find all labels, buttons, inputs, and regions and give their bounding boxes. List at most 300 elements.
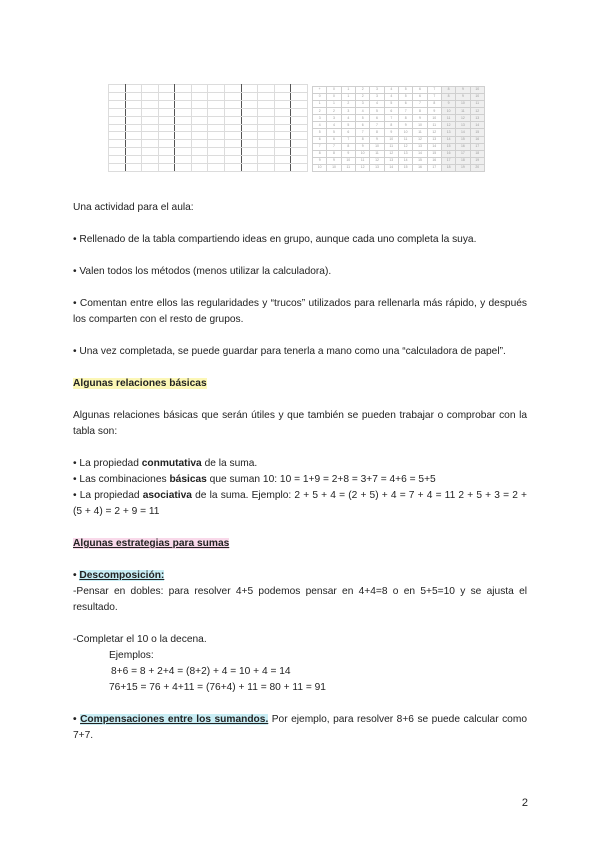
table-cell: 11 bbox=[355, 157, 369, 164]
table-cell: 6 bbox=[413, 94, 427, 101]
decomposition-text: -Pensar en dobles: para resolver 4+5 podemos pensar en 4+4=8 o en 5+5=10 y se ajusta el resultado. bbox=[73, 586, 527, 613]
table-cell: 1 bbox=[313, 101, 327, 108]
table-cell bbox=[208, 148, 225, 156]
table-cell bbox=[225, 92, 242, 100]
table-row bbox=[109, 140, 308, 148]
table-cell: 11 bbox=[470, 101, 484, 108]
table-cell: 11 bbox=[384, 143, 398, 150]
table-cell bbox=[158, 148, 175, 156]
table-cell bbox=[175, 108, 192, 116]
table-cell: 0 bbox=[327, 94, 341, 101]
table-cell: 9 bbox=[341, 150, 355, 157]
table-cell: 13 bbox=[470, 115, 484, 122]
table-cell bbox=[225, 164, 242, 172]
table-cell bbox=[258, 92, 275, 100]
table-cell: 6 bbox=[341, 129, 355, 136]
table-cell bbox=[191, 148, 208, 156]
table-cell bbox=[225, 156, 242, 164]
table-cell bbox=[208, 100, 225, 108]
table-cell: 9 bbox=[398, 122, 412, 129]
table-cell: 15 bbox=[456, 136, 470, 143]
table-cell: 13 bbox=[427, 136, 441, 143]
table-cell: 4 bbox=[384, 87, 398, 94]
table-cell bbox=[142, 85, 159, 93]
table-cell: 17 bbox=[456, 150, 470, 157]
table-cell bbox=[158, 108, 175, 116]
table-cell: 6 bbox=[327, 136, 341, 143]
table-cell: 12 bbox=[355, 164, 369, 171]
table-cell: + bbox=[313, 87, 327, 94]
table-cell bbox=[158, 132, 175, 140]
table-cell bbox=[258, 148, 275, 156]
table-cell: 10 bbox=[470, 94, 484, 101]
table-cell bbox=[125, 164, 142, 172]
table-cell bbox=[142, 140, 159, 148]
table-cell: 4 bbox=[370, 101, 384, 108]
table-cell: 15 bbox=[427, 150, 441, 157]
relation-item: • La propiedad asociativa de la suma. Ejemplo: 2 + 5 + 4 = (2 + 5) + 4 = 7 + 4 = 11 2 + 5 + 3 = 2 + (5 + 4) = 2 + 9 = 11 bbox=[73, 490, 527, 517]
table-cell: 10 bbox=[413, 122, 427, 129]
table-cell: 12 bbox=[370, 157, 384, 164]
table-cell: 10 bbox=[355, 150, 369, 157]
table-cell bbox=[191, 92, 208, 100]
table-cell: 8 bbox=[441, 87, 455, 94]
table-cell bbox=[109, 116, 126, 124]
table-cell: 7 bbox=[370, 122, 384, 129]
table-cell bbox=[291, 148, 308, 156]
table-cell: 7 bbox=[313, 143, 327, 150]
table-row bbox=[313, 129, 485, 136]
table-cell: 14 bbox=[456, 129, 470, 136]
table-row bbox=[313, 87, 485, 94]
table-cell bbox=[225, 124, 242, 132]
table-cell: 12 bbox=[427, 129, 441, 136]
table-cell: 9 bbox=[456, 94, 470, 101]
table-cell bbox=[291, 85, 308, 93]
table-cell bbox=[291, 156, 308, 164]
table-cell bbox=[225, 108, 242, 116]
table-cell: 5 bbox=[370, 108, 384, 115]
table-cell bbox=[241, 85, 258, 93]
table-cell: 17 bbox=[427, 164, 441, 171]
table-cell: 10 bbox=[384, 136, 398, 143]
table-cell: 3 bbox=[370, 94, 384, 101]
table-cell: 11 bbox=[398, 136, 412, 143]
table-cell bbox=[109, 148, 126, 156]
section-heading-strategies: Algunas estrategias para sumas bbox=[73, 538, 230, 549]
table-cell bbox=[241, 156, 258, 164]
example-line: 76+15 = 76 + 4+11 = (76+4) + 11 = 80 + 11 = 91 bbox=[109, 682, 326, 693]
table-cell: 12 bbox=[413, 136, 427, 143]
page-number: 2 bbox=[521, 797, 528, 809]
table-row bbox=[313, 94, 485, 101]
table-cell: 9 bbox=[456, 87, 470, 94]
table-cell: 11 bbox=[441, 115, 455, 122]
table-cell: 14 bbox=[441, 136, 455, 143]
table-cell: 8 bbox=[327, 150, 341, 157]
table-cell bbox=[241, 108, 258, 116]
table-cell: 4 bbox=[384, 94, 398, 101]
table-cell bbox=[158, 116, 175, 124]
table-row bbox=[109, 108, 308, 116]
table-cell: 7 bbox=[427, 87, 441, 94]
table-cell: 2 bbox=[341, 101, 355, 108]
table-cell bbox=[158, 100, 175, 108]
table-cell: 10 bbox=[456, 101, 470, 108]
table-cell bbox=[109, 124, 126, 132]
table-cell: 10 bbox=[398, 129, 412, 136]
table-row bbox=[313, 164, 485, 171]
table-cell bbox=[208, 132, 225, 140]
table-cell bbox=[191, 85, 208, 93]
table-cell bbox=[241, 100, 258, 108]
table-cell bbox=[158, 85, 175, 93]
table-cell bbox=[241, 148, 258, 156]
table-cell: 11 bbox=[370, 150, 384, 157]
table-cell bbox=[291, 140, 308, 148]
table-cell: 7 bbox=[327, 143, 341, 150]
table-cell bbox=[241, 116, 258, 124]
table-cell: 10 bbox=[427, 115, 441, 122]
table-cell: 2 bbox=[355, 87, 369, 94]
table-cell: 3 bbox=[370, 87, 384, 94]
table-cell: 3 bbox=[341, 108, 355, 115]
table-cell bbox=[175, 148, 192, 156]
table-cell bbox=[191, 108, 208, 116]
table-cell: 15 bbox=[413, 157, 427, 164]
table-cell: 7 bbox=[341, 136, 355, 143]
table-cell bbox=[125, 156, 142, 164]
table-cell bbox=[258, 124, 275, 132]
table-cell: 6 bbox=[370, 115, 384, 122]
bullet-item: • Comentan entre ellos las regularidades y “trucos” utilizados para rellenarla más rápido, y después los comparten con el resto de grupos. bbox=[73, 298, 527, 325]
table-cell bbox=[142, 108, 159, 116]
table-cell: 5 bbox=[313, 129, 327, 136]
table-cell bbox=[258, 116, 275, 124]
table-cell bbox=[158, 140, 175, 148]
table-cell bbox=[274, 100, 291, 108]
table-cell bbox=[225, 132, 242, 140]
table-cell: 8 bbox=[384, 122, 398, 129]
bullet-item: • Una vez completada, se puede guardar para tenerla a mano como una “calculadora de papel”. bbox=[73, 346, 506, 357]
table-cell bbox=[175, 156, 192, 164]
table-row bbox=[313, 115, 485, 122]
table-cell bbox=[241, 164, 258, 172]
table-cell bbox=[191, 116, 208, 124]
table-cell bbox=[258, 100, 275, 108]
table-cell: 16 bbox=[441, 150, 455, 157]
table-cell: 9 bbox=[384, 129, 398, 136]
table-cell: 8 bbox=[341, 143, 355, 150]
table-cell bbox=[208, 108, 225, 116]
table-cell bbox=[208, 164, 225, 172]
table-cell: 15 bbox=[470, 129, 484, 136]
table-cell bbox=[125, 100, 142, 108]
complete-ten-text: -Completar el 10 o la decena. bbox=[73, 634, 207, 645]
table-row bbox=[313, 101, 485, 108]
table-cell bbox=[191, 140, 208, 148]
table-cell: 17 bbox=[441, 157, 455, 164]
table-cell bbox=[274, 148, 291, 156]
table-cell bbox=[142, 148, 159, 156]
table-cell: 2 bbox=[327, 108, 341, 115]
table-cell: 0 bbox=[313, 94, 327, 101]
table-cell bbox=[158, 164, 175, 172]
table-cell: 15 bbox=[398, 164, 412, 171]
table-cell: 13 bbox=[398, 150, 412, 157]
section-heading-relations: Algunas relaciones básicas bbox=[73, 378, 207, 389]
table-cell: 4 bbox=[327, 122, 341, 129]
table-cell bbox=[191, 100, 208, 108]
table-cell: 13 bbox=[384, 157, 398, 164]
table-cell: 16 bbox=[470, 136, 484, 143]
table-row bbox=[313, 136, 485, 143]
table-cell: 8 bbox=[313, 150, 327, 157]
table-cell bbox=[109, 132, 126, 140]
table-cell bbox=[274, 124, 291, 132]
table-cell bbox=[175, 85, 192, 93]
table-cell bbox=[258, 108, 275, 116]
table-cell: 8 bbox=[413, 108, 427, 115]
table-cell: 7 bbox=[413, 101, 427, 108]
table-cell bbox=[175, 124, 192, 132]
table-cell bbox=[175, 132, 192, 140]
table-cell: 11 bbox=[427, 122, 441, 129]
table-cell bbox=[125, 124, 142, 132]
relation-item: • Las combinaciones básicas que suman 10: 10 = 1+9 = 2+8 = 3+7 = 4+6 = 5+5 bbox=[73, 474, 436, 485]
table-cell: 9 bbox=[370, 136, 384, 143]
table-cell: 4 bbox=[313, 122, 327, 129]
table-cell: 14 bbox=[470, 122, 484, 129]
table-cell bbox=[175, 116, 192, 124]
table-row bbox=[313, 143, 485, 150]
table-cell bbox=[109, 100, 126, 108]
table-cell bbox=[125, 148, 142, 156]
table-cell: 10 bbox=[313, 164, 327, 171]
compensation-text: • Compensaciones entre los sumandos. Por ejemplo, para resolver 8+6 se puede calcular como 7+7. bbox=[73, 714, 527, 741]
table-row bbox=[109, 132, 308, 140]
table-cell bbox=[258, 132, 275, 140]
table-row bbox=[109, 164, 308, 172]
table-cell bbox=[291, 108, 308, 116]
table-cell: 0 bbox=[327, 87, 341, 94]
table-cell bbox=[274, 108, 291, 116]
table-cell bbox=[291, 92, 308, 100]
table-cell: 12 bbox=[456, 115, 470, 122]
table-cell: 7 bbox=[355, 129, 369, 136]
empty-addition-table bbox=[108, 84, 308, 172]
table-cell: 18 bbox=[441, 164, 455, 171]
table-row bbox=[109, 156, 308, 164]
table-cell: 12 bbox=[398, 143, 412, 150]
table-cell bbox=[175, 92, 192, 100]
table-cell: 3 bbox=[327, 115, 341, 122]
table-cell bbox=[258, 164, 275, 172]
table-cell: 3 bbox=[355, 101, 369, 108]
table-cell bbox=[274, 156, 291, 164]
table-cell bbox=[191, 156, 208, 164]
table-row bbox=[109, 148, 308, 156]
bullet-item: • Valen todos los métodos (menos utilizar la calculadora). bbox=[73, 266, 332, 277]
table-cell: 18 bbox=[456, 157, 470, 164]
document-body bbox=[73, 200, 527, 744]
table-cell: 2 bbox=[355, 94, 369, 101]
completed-addition-table bbox=[312, 86, 485, 172]
table-cell bbox=[225, 148, 242, 156]
table-cell bbox=[142, 116, 159, 124]
table-cell bbox=[225, 116, 242, 124]
table-cell bbox=[125, 108, 142, 116]
table-cell bbox=[225, 140, 242, 148]
table-cell: 13 bbox=[413, 143, 427, 150]
table-cell: 11 bbox=[413, 129, 427, 136]
table-cell bbox=[175, 164, 192, 172]
table-row bbox=[313, 108, 485, 115]
bullet-item: • Rellenado de la tabla compartiendo ideas en grupo, aunque cada uno completa la suya. bbox=[73, 234, 477, 245]
table-cell bbox=[241, 132, 258, 140]
table-cell: 14 bbox=[398, 157, 412, 164]
table-cell bbox=[208, 116, 225, 124]
table-cell bbox=[208, 124, 225, 132]
table-cell: 10 bbox=[470, 87, 484, 94]
table-cell: 16 bbox=[427, 157, 441, 164]
table-cell: 9 bbox=[313, 157, 327, 164]
table-cell bbox=[175, 100, 192, 108]
table-cell bbox=[142, 100, 159, 108]
relations-intro: Algunas relaciones básicas que serán útiles y que también se pueden trabajar o comprobar con la tabla son: bbox=[73, 410, 527, 437]
table-cell: 2 bbox=[313, 108, 327, 115]
table-cell bbox=[291, 124, 308, 132]
table-cell bbox=[241, 124, 258, 132]
table-cell bbox=[258, 156, 275, 164]
table-cell: 19 bbox=[456, 164, 470, 171]
table-cell: 10 bbox=[327, 164, 341, 171]
table-cell bbox=[208, 85, 225, 93]
table-cell: 3 bbox=[313, 115, 327, 122]
table-row bbox=[109, 100, 308, 108]
table-cell bbox=[274, 140, 291, 148]
table-cell: 12 bbox=[384, 150, 398, 157]
table-cell bbox=[125, 92, 142, 100]
table-cell bbox=[208, 140, 225, 148]
table-cell bbox=[291, 164, 308, 172]
example-line: 8+6 = 8 + 2+4 = (8+2) + 4 = 10 + 4 = 14 bbox=[111, 666, 291, 677]
table-cell bbox=[241, 140, 258, 148]
table-cell bbox=[142, 92, 159, 100]
table-cell: 1 bbox=[341, 87, 355, 94]
table-cell: 12 bbox=[441, 122, 455, 129]
table-cell: 13 bbox=[441, 129, 455, 136]
table-cell: 9 bbox=[427, 108, 441, 115]
table-cell bbox=[291, 100, 308, 108]
table-cell bbox=[274, 132, 291, 140]
table-cell bbox=[241, 92, 258, 100]
table-cell: 8 bbox=[441, 94, 455, 101]
table-cell bbox=[142, 164, 159, 172]
table-cell: 15 bbox=[441, 143, 455, 150]
activity-intro: Una actividad para el aula: bbox=[73, 202, 194, 213]
table-cell: 10 bbox=[341, 157, 355, 164]
table-cell: 8 bbox=[370, 129, 384, 136]
table-cell: 19 bbox=[470, 157, 484, 164]
table-cell bbox=[191, 164, 208, 172]
table-cell bbox=[258, 140, 275, 148]
table-cell bbox=[125, 116, 142, 124]
table-cell bbox=[142, 124, 159, 132]
table-cell: 5 bbox=[398, 87, 412, 94]
table-cell: 9 bbox=[327, 157, 341, 164]
table-cell: 7 bbox=[427, 94, 441, 101]
table-cell: 9 bbox=[355, 143, 369, 150]
table-cell bbox=[274, 85, 291, 93]
table-cell: 13 bbox=[370, 164, 384, 171]
table-cell bbox=[274, 92, 291, 100]
table-cell: 6 bbox=[413, 87, 427, 94]
table-cell bbox=[109, 140, 126, 148]
table-cell bbox=[158, 92, 175, 100]
table-row bbox=[109, 124, 308, 132]
table-cell bbox=[258, 85, 275, 93]
table-cell bbox=[274, 164, 291, 172]
table-cell bbox=[125, 132, 142, 140]
table-cell bbox=[109, 85, 126, 93]
table-cell bbox=[291, 132, 308, 140]
table-cell: 11 bbox=[341, 164, 355, 171]
table-cell: 14 bbox=[413, 150, 427, 157]
table-cell: 5 bbox=[327, 129, 341, 136]
table-cell: 12 bbox=[470, 108, 484, 115]
table-row bbox=[313, 150, 485, 157]
table-cell: 8 bbox=[398, 115, 412, 122]
table-cell bbox=[125, 85, 142, 93]
table-cell: 6 bbox=[355, 122, 369, 129]
table-row bbox=[313, 122, 485, 129]
table-cell: 1 bbox=[327, 101, 341, 108]
table-cell: 6 bbox=[313, 136, 327, 143]
table-cell: 9 bbox=[441, 101, 455, 108]
table-cell: 16 bbox=[413, 164, 427, 171]
table-cell bbox=[225, 85, 242, 93]
relation-item: • La propiedad conmutativa de la suma. bbox=[73, 458, 258, 469]
table-cell bbox=[175, 140, 192, 148]
table-cell bbox=[158, 124, 175, 132]
decomposition-heading: • Descomposición: bbox=[73, 570, 165, 581]
table-cell bbox=[125, 140, 142, 148]
table-cell bbox=[208, 92, 225, 100]
table-cell bbox=[142, 132, 159, 140]
table-cell: 10 bbox=[441, 108, 455, 115]
table-cell bbox=[208, 156, 225, 164]
table-cell bbox=[158, 156, 175, 164]
table-cell: 14 bbox=[384, 164, 398, 171]
table-row bbox=[313, 157, 485, 164]
table-cell: 5 bbox=[384, 101, 398, 108]
table-cell: 16 bbox=[456, 143, 470, 150]
examples-label: Ejemplos: bbox=[109, 650, 154, 661]
table-cell bbox=[191, 124, 208, 132]
table-cell: 9 bbox=[413, 115, 427, 122]
table-cell: 8 bbox=[355, 136, 369, 143]
table-cell: 7 bbox=[398, 108, 412, 115]
table-cell bbox=[109, 92, 126, 100]
table-cell: 10 bbox=[370, 143, 384, 150]
table-cell: 17 bbox=[470, 143, 484, 150]
table-cell: 14 bbox=[427, 143, 441, 150]
table-cell bbox=[109, 156, 126, 164]
table-cell bbox=[225, 100, 242, 108]
table-row bbox=[109, 92, 308, 100]
table-cell: 6 bbox=[384, 108, 398, 115]
